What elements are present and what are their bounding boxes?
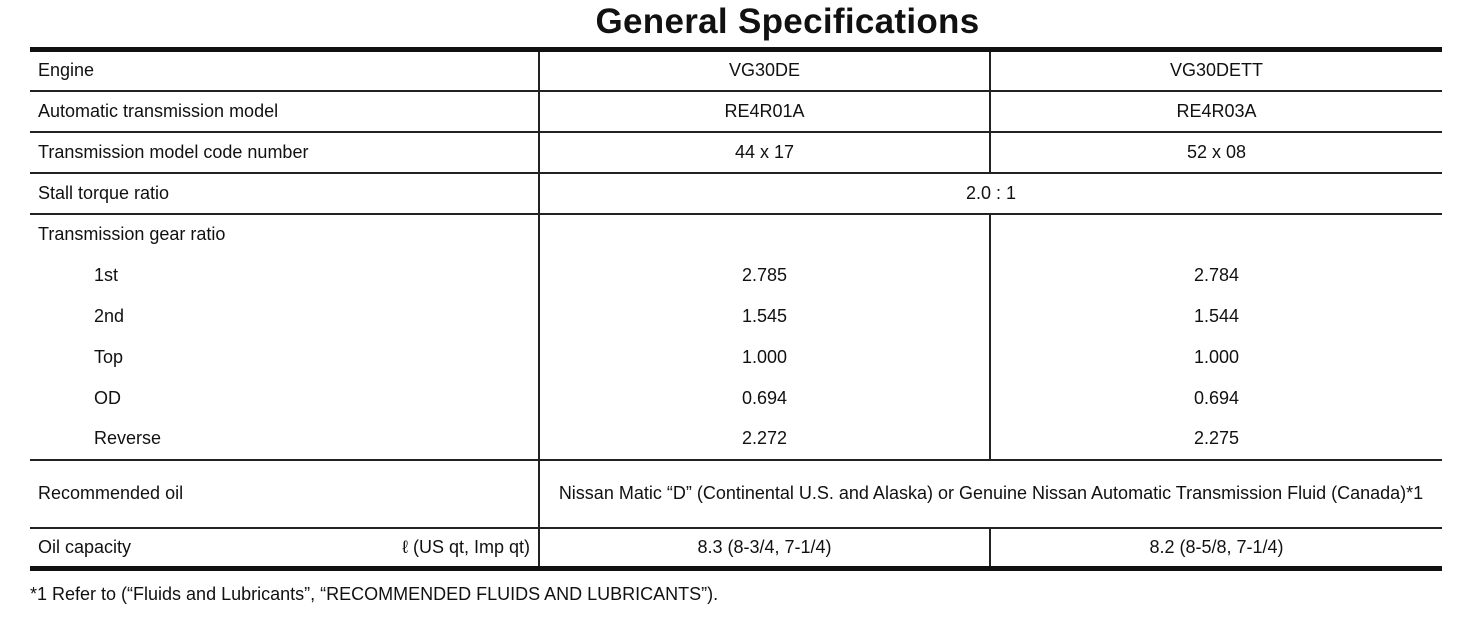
- gear-row: [30, 419, 1442, 460]
- atm-model-value-2: RE4R03A: [990, 91, 1442, 132]
- gear-value-1: 0.694: [539, 378, 990, 419]
- gear-label: 2nd: [30, 296, 539, 337]
- footnote: *1 Refer to (“Fluids and Lubricants”, “RECOMMENDED FLUIDS AND LUBRICANTS”).: [30, 584, 719, 604]
- gear-label: Top: [30, 337, 539, 378]
- gear-value-1: 2.785: [539, 255, 990, 296]
- atm-model-value-1: RE4R01A: [539, 91, 990, 132]
- recommended-oil-row: [30, 460, 1442, 528]
- gear-value-1: 1.545: [539, 296, 990, 337]
- oil-capacity-value-1: 8.3 (8-3/4, 7-1/4): [539, 528, 990, 569]
- gear-value-2: 2.784: [1193, 264, 1240, 285]
- oil-capacity-cell: [30, 528, 539, 569]
- oil-capacity-row: [30, 528, 1442, 569]
- gear-row: [30, 337, 1442, 378]
- oil-capacity-value-2: 8.2 (8-5/8, 7-1/4): [1149, 536, 1284, 557]
- gear-value-2: 0.694: [1193, 387, 1240, 408]
- gear-label: 1st: [30, 255, 539, 296]
- gear-value-1: 2.272: [539, 419, 990, 460]
- atm-model-label: Automatic transmission model: [30, 91, 539, 132]
- stall-torque-row: [30, 173, 1442, 214]
- model-code-value-1: 44 x 17: [539, 132, 990, 173]
- page-title: General Specifications: [595, 2, 980, 41]
- atm-model-row: [30, 91, 1442, 132]
- engine-label: Engine: [30, 50, 539, 91]
- oil-capacity-label: Oil capacity: [38, 536, 132, 557]
- gear-value-2: 2.275: [990, 419, 1442, 460]
- model-code-label: Transmission model code number: [30, 132, 539, 173]
- gear-label: OD: [30, 378, 539, 419]
- general-specifications-table: [30, 47, 1442, 571]
- gear-ratio-label: Transmission gear ratio: [30, 214, 539, 255]
- engine-value-2: VG30DETT: [990, 50, 1442, 91]
- stall-torque-value: 2.0 : 1: [539, 173, 1442, 214]
- gear-value-1: 1.000: [539, 337, 990, 378]
- gear-value-2: 1.000: [1193, 346, 1240, 367]
- gear-row: [30, 296, 1442, 337]
- gear-row: [30, 378, 1442, 419]
- stall-torque-label: Stall torque ratio: [30, 173, 539, 214]
- engine-row: [30, 50, 1442, 91]
- gear-value-2: 1.544: [1193, 305, 1240, 326]
- model-code-value-2: 52 x 08: [990, 132, 1442, 173]
- recommended-oil-value: Nissan Matic “D” (Continental U.S. and Alaska) or Genuine Nissan Automatic Transmission Fluid (Canada)*1: [539, 460, 1442, 528]
- model-code-row: [30, 132, 1442, 173]
- oil-capacity-unit: ℓ (US qt, Imp qt): [402, 536, 530, 557]
- gear-label: Reverse: [30, 419, 539, 460]
- engine-value-1: VG30DE: [539, 50, 990, 91]
- gear-ratio-header-row: [30, 214, 1442, 255]
- recommended-oil-label: Recommended oil: [30, 460, 539, 528]
- gear-row: [30, 255, 1442, 296]
